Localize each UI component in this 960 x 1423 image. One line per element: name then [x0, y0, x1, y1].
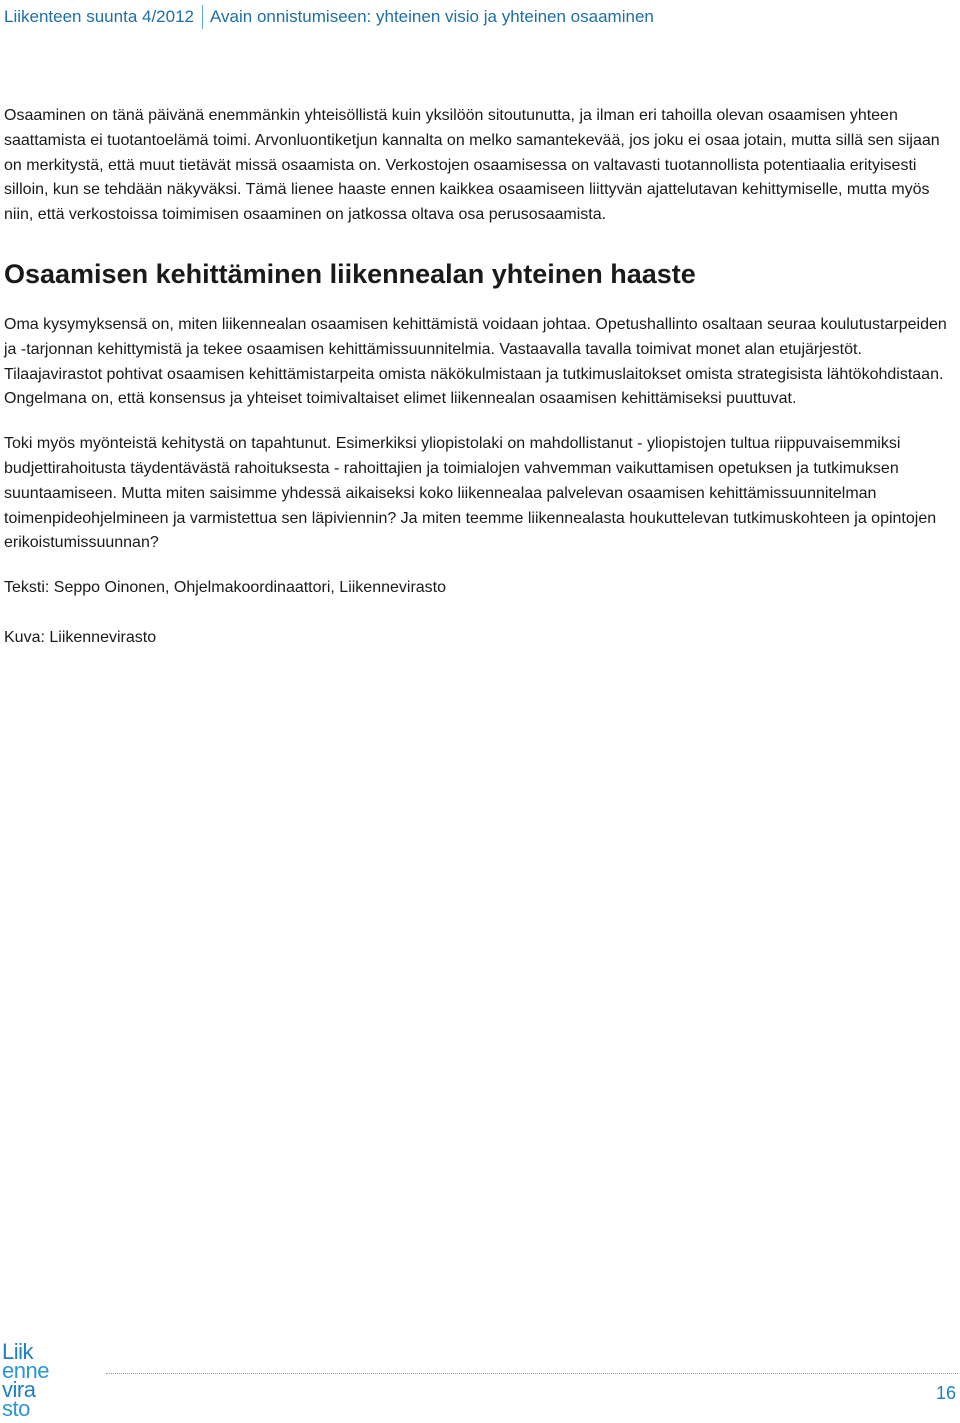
section-heading: Osaamisen kehittäminen liikennealan yhteinen haaste: [4, 258, 696, 289]
page-number: 16: [935, 1383, 956, 1403]
logo-line: vira: [2, 1377, 36, 1402]
header-divider: [202, 5, 203, 29]
publication-title: Liikenteen suunta 4/2012: [4, 7, 194, 26]
logo-line: Liik: [2, 1339, 34, 1364]
logo-line: enne: [2, 1358, 49, 1383]
intro-paragraph: Osaaminen on tänä päivänä enemmänkin yhteisöllistä kuin yksilöön sitoutunutta, ja ilman eri tahoilla olevan osaamisen yhteen saattamista ei tuotantoelämä toimi. Arvonluontiketjun kannalta on melko samantekevää, jos joku ei osaa jotain, mutta sillä sen sijaan on merkitystä, että muut tietävät missä osaamista on. Verkostojen osaamisessa on valtavasti tuotannollista potentiaalia erityisesti silloin, kun se tehdään näkyväksi. Tämä lienee haaste ennen kaikkea osaamiseen liittyvän ajattelutavan kehittymiselle, mutta myös niin, että verkostoissa toimimisen osaaminen on jatkossa oltava osa perusosaamista.: [4, 107, 940, 224]
author-credit: Teksti: Seppo Oinonen, Ohjelmakoordinaattori, Liikennevirasto: [4, 579, 447, 597]
paragraph-2: Oma kysymyksensä on, miten liikennealan osaamisen kehittämistä voidaan johtaa. Opetushallinto osaltaan seuraa koulutustarpeiden ja -tarjonnan kehittymistä ja tekee osaamisen kehittämissuunnitelmia. Vastaavalla tavalla toimivat monet alan etujärjestöt. Tilaajavirastot pohtivat osaamisen kehittämistarpeita omista näkökulmistaan ja tutkimuslaitokset omista strategisista lähtökohdistaan. Ongelmana on, että konsensus ja yhteiset toimivaltaiset elimet liikennealan osaamisen kehittämiseksi puuttuvat.: [4, 315, 947, 408]
paragraph-3: Toki myös myönteistä kehitystä on tapahtunut. Esimerkiksi yliopistolaki on mahdollistanut - yliopistojen tultua riippuvaisemmiksi budjettirahoitusta täydentävästä rahoituksesta - rahoittajien ja toimialojen vahvemman vaikuttamisen opetuksen ja tutkimuksen suuntaamiseen. Mutta miten saisimme yhdessä aikaiseksi koko liikennealaa palvelevan osaamisen kehittämissuunnitelman toimenpideohjelmineen ja varmistettua sen läpiviennin? Ja miten teemme liikennealasta houkuttelevan tutkimuskohteen ja opintojen erikoistumissuunnan?: [4, 435, 937, 552]
photo-credit: Kuva: Liikennevirasto: [4, 628, 157, 646]
article-title: Avain onnistumiseen: yhteinen visio ja yhteinen osaaminen: [210, 7, 654, 26]
footer-divider: [106, 1373, 958, 1374]
article-body: [4, 104, 948, 651]
liikennevirasto-logo: [2, 1339, 72, 1421]
page-header: [4, 4, 960, 30]
logo-line: sto: [2, 1396, 30, 1421]
